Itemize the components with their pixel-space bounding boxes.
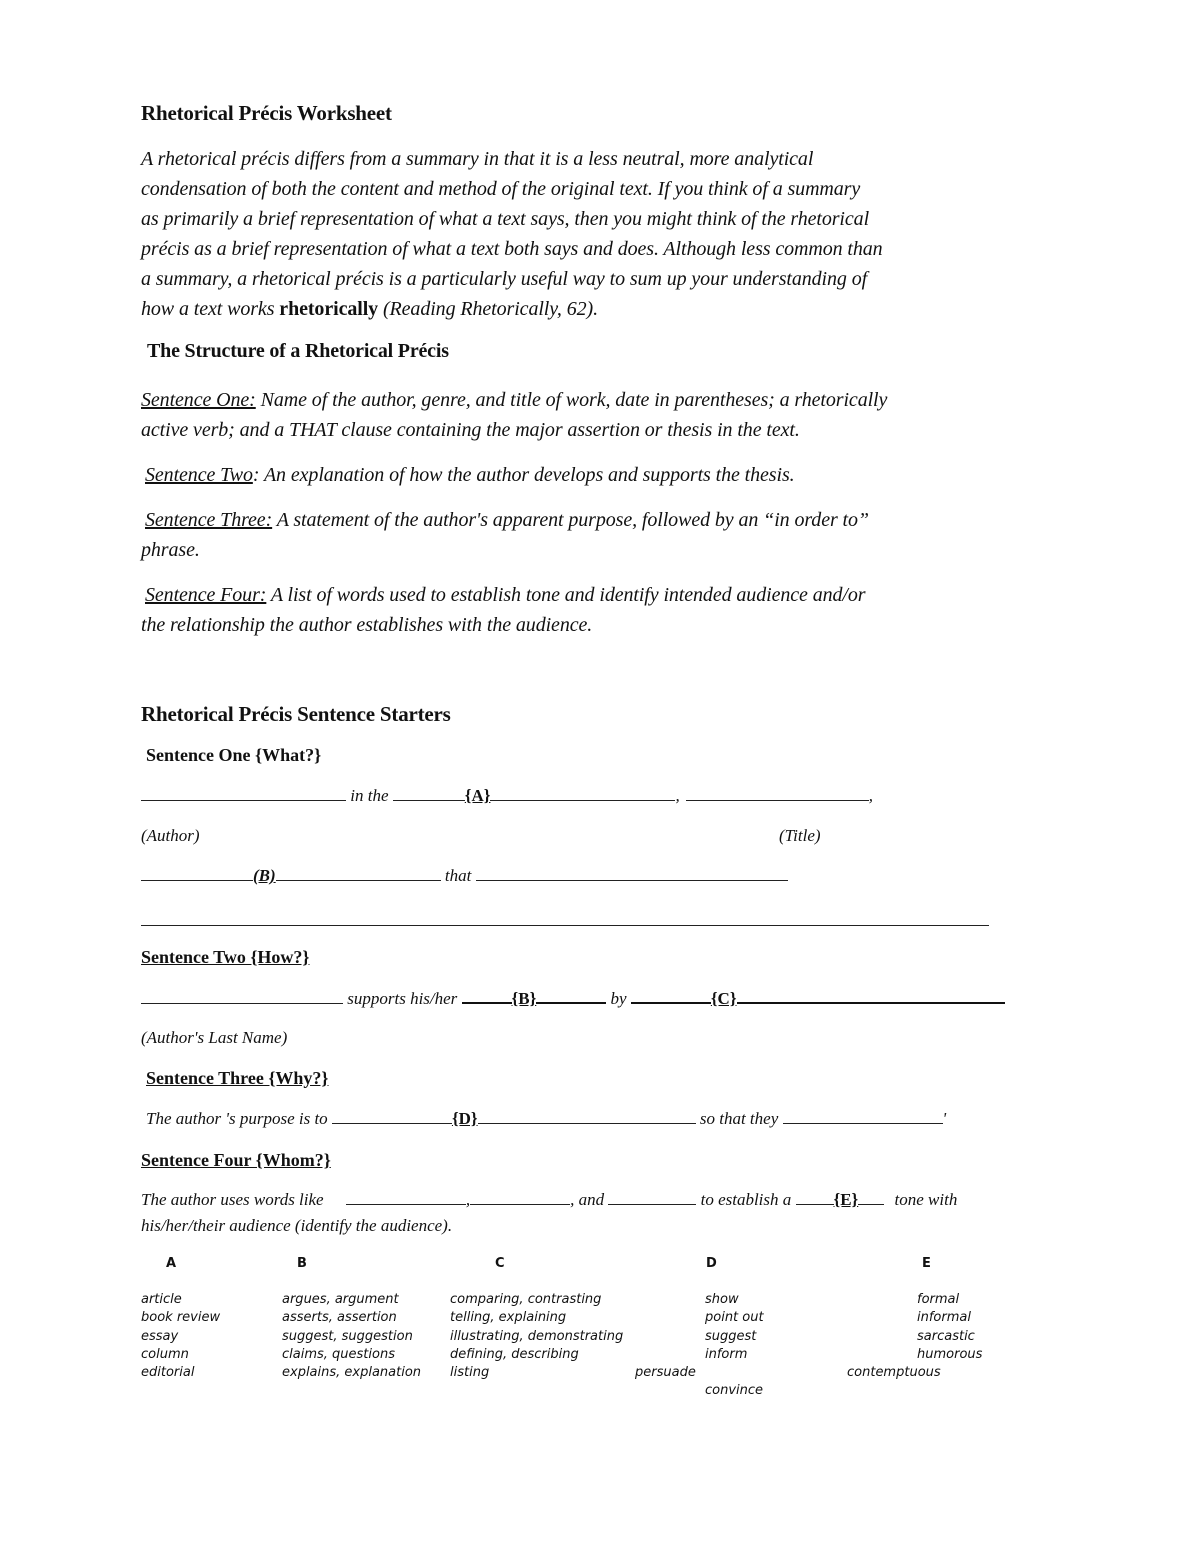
column-e-list xyxy=(917,1291,982,1364)
comma: , xyxy=(868,786,873,805)
structure-sentence-one xyxy=(141,385,1071,445)
intro-line: A rhetorical précis differs from a summary in that it is a less neutral, more analytical xyxy=(141,148,814,170)
sentence-two-heading: Sentence Two {How?} xyxy=(141,947,310,967)
sentence-label: Sentence Four: xyxy=(145,584,267,606)
sentence-text: Name of the author, genre, and title of work, date in parentheses; a rhetorically xyxy=(255,389,888,411)
starters-heading: Rhetorical Précis Sentence Starters xyxy=(141,702,451,726)
word-item: defining, describing xyxy=(450,1346,579,1362)
column-a-head: A xyxy=(166,1256,177,1271)
word-blank-2[interactable] xyxy=(470,1190,570,1205)
word-item: informal xyxy=(917,1310,971,1326)
intro-line: précis as a brief representation of what a text both says and does. Although less common than xyxy=(141,238,883,260)
claim-blank[interactable] xyxy=(536,988,606,1004)
verb-blank[interactable] xyxy=(276,866,441,881)
last-name-caption: (Author's Last Name) xyxy=(141,1028,288,1047)
comma: , xyxy=(465,1190,471,1209)
sentence-one-line-2 xyxy=(141,866,788,886)
sentence-text: A statement of the author's apparent purpose, followed by an “in order to” xyxy=(272,509,869,531)
word-item: column xyxy=(141,1346,189,1362)
claim-blank-lead[interactable] xyxy=(462,988,512,1004)
sentence-four-line-2: his/her/their audience (identify the audience). xyxy=(141,1216,453,1235)
title-caption: (Title) xyxy=(779,826,821,845)
structure-sentence-two xyxy=(145,460,1075,490)
sentence-three-line xyxy=(146,1109,946,1129)
intro-line: condensation of both the content and method of the original text. If you think of a summary xyxy=(141,178,861,200)
word-item: suggest xyxy=(705,1328,757,1344)
word-item: suggest, suggestion xyxy=(282,1328,413,1344)
purpose-blank[interactable] xyxy=(478,1109,696,1124)
genre-blank[interactable] xyxy=(490,786,675,801)
column-c-list xyxy=(450,1291,623,1382)
and-text: , and xyxy=(570,1190,609,1209)
word-item: argues, argument xyxy=(282,1292,399,1307)
column-d-list xyxy=(705,1291,764,1401)
genre-blank-lead[interactable] xyxy=(393,786,465,801)
sentence-text: active verb; and a THAT clause containing the major assertion or thesis in the text. xyxy=(141,419,800,441)
intro-text: how a text works xyxy=(141,298,280,320)
marker-c: {C} xyxy=(710,989,737,1008)
tone-blank[interactable] xyxy=(858,1190,884,1205)
column-b-head: B xyxy=(297,1256,307,1271)
word-item: show xyxy=(705,1292,739,1307)
marker-a: {A} xyxy=(464,786,491,805)
intro-bold-word: rhetorically xyxy=(279,298,379,320)
in-the-text: in the xyxy=(346,786,393,805)
comma: , xyxy=(675,786,680,805)
sentence-one-line-1 xyxy=(141,786,873,806)
sentence-four-line-1 xyxy=(141,1190,957,1210)
word-item: listing xyxy=(450,1365,490,1381)
sentence-label: Sentence Three: xyxy=(145,509,273,531)
intro-line: as primarily a brief representation of what a text says, then you might think of the rhetorical xyxy=(141,208,870,230)
word-item: sarcastic xyxy=(917,1328,975,1344)
marker-d: {D} xyxy=(451,1109,478,1128)
column-e-stray: contemptuous xyxy=(847,1365,941,1380)
end-mark: ' xyxy=(942,1109,947,1128)
method-blank-lead[interactable] xyxy=(631,988,711,1004)
structure-sentence-three xyxy=(141,505,1071,565)
marker-b: (B) xyxy=(253,866,276,885)
supports-text: supports his/her xyxy=(343,989,462,1008)
word-item: telling, explaining xyxy=(450,1310,567,1326)
purpose-blank-lead[interactable] xyxy=(332,1109,452,1124)
marker-b: {B} xyxy=(511,989,537,1008)
word-item: humorous xyxy=(917,1346,983,1362)
word-item: book review xyxy=(141,1310,221,1326)
so-that-text: so that they xyxy=(695,1109,783,1128)
word-item: illustrating, demonstrating xyxy=(450,1328,624,1344)
tone-blank-lead[interactable] xyxy=(796,1190,834,1205)
word-item: claims, questions xyxy=(282,1346,395,1362)
sentence-two-line xyxy=(141,988,1005,1009)
last-name-blank[interactable] xyxy=(141,989,343,1004)
title-blank[interactable] xyxy=(686,786,869,801)
word-item: inform xyxy=(705,1346,748,1362)
sentence-one-heading: Sentence One {What?} xyxy=(146,745,322,765)
column-d-stray: persuade xyxy=(635,1365,696,1380)
purpose-text: The author 's purpose is to xyxy=(146,1109,332,1128)
sentence-text: phrase. xyxy=(141,539,200,561)
column-d-head: D xyxy=(706,1256,717,1271)
column-e-head: E xyxy=(922,1256,931,1271)
intro-line: a summary, a rhetorical précis is a particularly useful way to sum up your understanding of xyxy=(141,268,868,290)
thesis-continuation-blank[interactable] xyxy=(141,925,989,926)
word-item: essay xyxy=(141,1328,179,1344)
intro-paragraph xyxy=(141,144,1071,324)
word-item: point out xyxy=(705,1310,764,1326)
that-text: that xyxy=(440,866,476,885)
word-item: article xyxy=(141,1292,182,1307)
verb-blank-lead[interactable] xyxy=(141,866,253,881)
structure-sentence-four xyxy=(141,580,1071,640)
word-item: editorial xyxy=(141,1365,195,1381)
column-b-list xyxy=(282,1291,421,1382)
author-blank[interactable] xyxy=(141,786,346,801)
tone-with-text: tone with xyxy=(890,1190,958,1209)
uses-text: The author uses words like xyxy=(141,1190,328,1209)
sentence-text: : An explanation of how the author develops and supports the thesis. xyxy=(252,464,795,486)
column-c-head: C xyxy=(495,1256,505,1271)
sentence-label: Sentence Two xyxy=(145,464,253,486)
sentence-text: the relationship the author establishes with the audience. xyxy=(141,614,593,636)
author-caption: (Author) xyxy=(141,826,200,845)
word-item: asserts, assertion xyxy=(282,1310,397,1326)
intro-citation: (Reading Rhetorically, 62). xyxy=(378,298,598,320)
thesis-blank[interactable] xyxy=(476,866,788,881)
sentence-text: A list of words used to establish tone and identify intended audience and/or xyxy=(266,584,866,606)
word-blank-3[interactable] xyxy=(608,1190,696,1205)
page-title: Rhetorical Précis Worksheet xyxy=(141,101,392,125)
sentence-label: Sentence One: xyxy=(141,389,256,411)
establish-text: to establish a xyxy=(696,1190,796,1209)
by-text: by xyxy=(606,989,631,1008)
word-item: formal xyxy=(917,1292,960,1307)
column-a-list xyxy=(141,1291,220,1382)
marker-e: {E} xyxy=(833,1190,859,1209)
word-item: comparing, contrasting xyxy=(450,1292,602,1307)
sentence-three-heading: Sentence Three {Why?} xyxy=(146,1068,329,1088)
sentence-four-heading: Sentence Four {Whom?} xyxy=(141,1150,331,1170)
structure-heading: The Structure of a Rhetorical Précis xyxy=(147,340,449,362)
word-blank-1[interactable] xyxy=(346,1190,466,1205)
word-item: convince xyxy=(705,1383,764,1399)
word-item: explains, explanation xyxy=(282,1365,422,1381)
outcome-blank[interactable] xyxy=(783,1109,943,1124)
intro-line xyxy=(141,294,1071,324)
method-blank[interactable] xyxy=(737,988,1005,1004)
